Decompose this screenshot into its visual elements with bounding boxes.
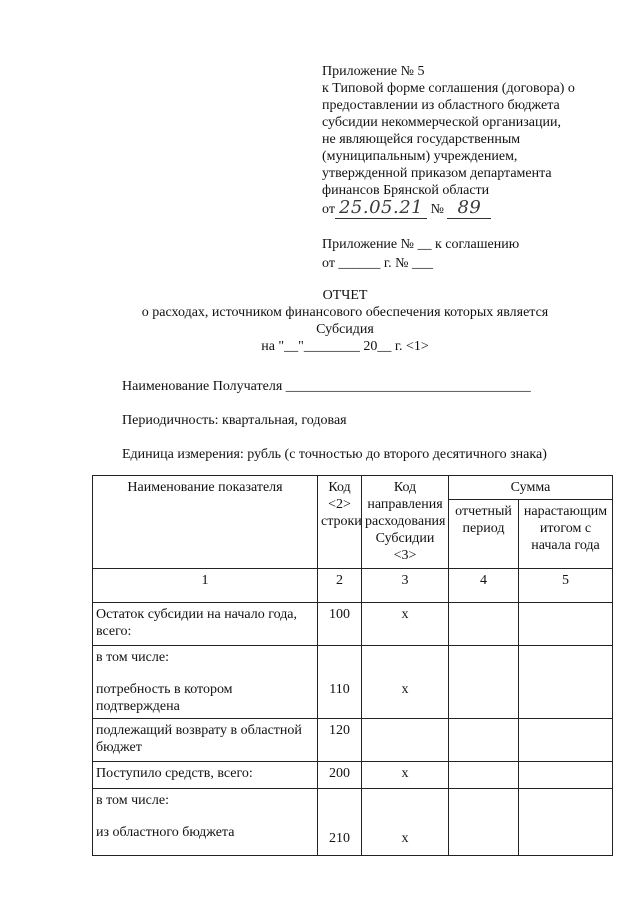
row-code: 120 (318, 719, 362, 762)
order-date-handwritten: 25.05.21 (335, 197, 427, 219)
annex-line: предоставлении из областного бюджета (322, 98, 560, 113)
row-cumulative-value (519, 646, 613, 719)
annex-line: не являющейся государственным (322, 132, 521, 147)
column-number: 1 (93, 569, 318, 603)
row-direction (362, 719, 449, 762)
report-table (92, 475, 613, 856)
row-direction: x (362, 603, 449, 646)
row-code: 200 (318, 762, 362, 789)
table-row (93, 762, 613, 789)
row-cumulative-value (519, 789, 613, 856)
row-name: подлежащий возврату в областной бюджет (93, 719, 318, 762)
report-heading: ОТЧЕТ (322, 288, 368, 303)
annex-line: финансов Брянской области (322, 183, 490, 198)
annex-line: субсидии некоммерческой организации, (322, 115, 561, 130)
header-period: отчетный период (449, 500, 519, 569)
order-no-label: № (430, 202, 444, 217)
table-row (93, 646, 613, 719)
row-direction: x (362, 762, 449, 789)
unit-field: Единица измерения: рубль (с точностью до второго десятичного знака) (122, 447, 547, 462)
row-period-value (449, 762, 519, 789)
annex-line: (муниципальным) учреждением, (322, 149, 518, 164)
row-cumulative-value (519, 719, 613, 762)
column-number: 3 (362, 569, 449, 603)
row-subname: потребность в котором подтверждена (96, 682, 233, 714)
row-period-value (449, 719, 519, 762)
row-cumulative-value (519, 762, 613, 789)
header-cumulative: нарастающим итогом с начала года (519, 500, 613, 569)
row-subname: из областного бюджета (96, 825, 235, 840)
annex-line: к Типовой форме соглашения (договора) о (322, 81, 575, 96)
row-name: в том числе: (96, 650, 169, 665)
recipient-field: Наименование Получателя ___________________________________ (122, 379, 531, 394)
header-sum: Сумма (449, 476, 613, 500)
report-fields (122, 378, 602, 480)
order-line (322, 199, 622, 218)
column-number: 2 (318, 569, 362, 603)
row-period-value (449, 789, 519, 856)
row-direction: x (362, 789, 449, 856)
header-direction: Код направления расходования Субсидии <3> (362, 476, 449, 569)
row-name: Поступило средств, всего: (93, 762, 318, 789)
report-subtitle: о расходах, источником финансового обеспечения которых является (141, 305, 549, 320)
order-no-handwritten: 89 (447, 197, 491, 219)
report-title-block (0, 287, 640, 355)
row-code: 210 (318, 789, 362, 856)
agreement-line-1: Приложение № __ к соглашению (322, 237, 520, 252)
row-cumulative-value (519, 603, 613, 646)
agreement-annex (322, 236, 622, 274)
row-name: в том числе: (96, 793, 169, 808)
row-name-group (93, 789, 318, 856)
annex-header (322, 63, 622, 218)
header-code: Код <2> строки (318, 476, 362, 569)
column-number-row (93, 569, 613, 603)
order-prefix: от (322, 202, 335, 217)
row-direction: x (362, 646, 449, 719)
report-date-line: на "__"________ 20__ г. <1> (261, 339, 429, 354)
report-subject: Субсидия (316, 322, 374, 337)
row-period-value (449, 603, 519, 646)
column-number: 4 (449, 569, 519, 603)
table-row (93, 603, 613, 646)
header-name: Наименование показателя (93, 476, 318, 569)
agreement-line-2: от ______ г. № ___ (322, 256, 433, 271)
row-period-value (449, 646, 519, 719)
row-name: Остаток субсидии на начало года, всего: (93, 603, 318, 646)
annex-line: Приложение № 5 (322, 64, 425, 79)
row-code: 110 (318, 646, 362, 719)
column-number: 5 (519, 569, 613, 603)
row-code: 100 (318, 603, 362, 646)
row-name-group (93, 646, 318, 719)
annex-line: утвержденной приказом департамента (322, 166, 552, 181)
periodicity-field: Периодичность: квартальная, годовая (122, 413, 347, 428)
table-row (93, 789, 613, 856)
table-row (93, 719, 613, 762)
table-header-row (93, 476, 613, 500)
